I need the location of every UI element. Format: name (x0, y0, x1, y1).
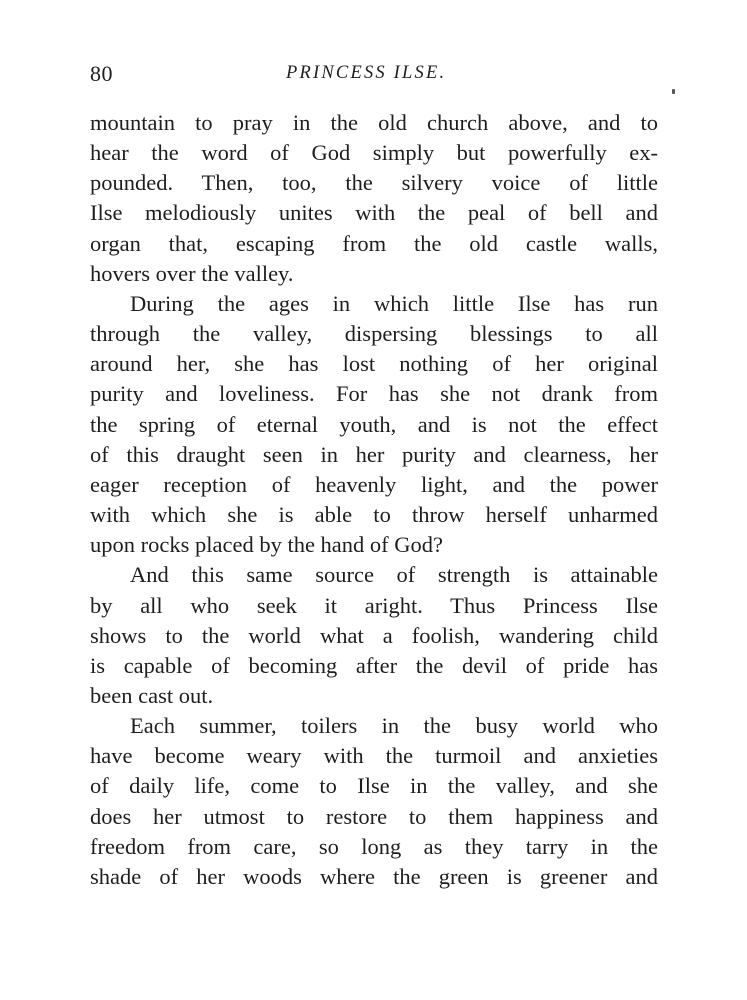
text-line: does her utmost to restore to them happiness and (90, 803, 658, 829)
text-line: Each summer, toilers in the busy world who (130, 713, 658, 739)
text-line: upon rocks placed by the hand of God? (90, 532, 444, 558)
text-line: During the ages in which little Ilse has run (130, 290, 658, 316)
text-line: the spring of eternal youth, and is not the effect (90, 411, 658, 437)
text-line: shows to the world what a foolish, wandering child (90, 622, 658, 648)
text-line: Ilse melodiously unites with the peal of bell and (90, 200, 658, 226)
text-line: is capable of becoming after the devil of pride has (90, 652, 658, 678)
text-line: eager reception of heavenly light, and the power (90, 471, 658, 497)
text-line: pounded. Then, too, the silvery voice of little (90, 170, 658, 196)
page-number: 80 (90, 61, 113, 86)
text-line: been cast out. (90, 682, 214, 708)
text-line: through the valley, dispersing blessings to all (90, 321, 658, 347)
text-line: of this draught seen in her purity and clearness, her (90, 441, 658, 467)
text-line: around her, she has lost nothing of her original (90, 351, 658, 377)
text-line: have become weary with the turmoil and anxieties (90, 743, 658, 769)
text-line: hovers over the valley. (90, 260, 294, 286)
text-line: hear the word of God simply but powerfully ex- (90, 140, 658, 166)
running-title: PRINCESS ILSE. (286, 63, 447, 83)
print-speck (672, 89, 675, 94)
text-line: with which she is able to throw herself unharmed (90, 502, 658, 528)
body-text (90, 108, 658, 892)
text-line: of daily life, come to Ilse in the valley, and she (90, 773, 658, 799)
text-line: freedom from care, so long as they tarry in the (90, 833, 658, 859)
text-line: organ that, escaping from the old castle walls, (90, 230, 658, 256)
text-line: mountain to pray in the old church above, and to (90, 110, 658, 135)
text-line: And this same source of strength is attainable (130, 562, 658, 588)
text-line: by all who seek it aright. Thus Princess Ilse (90, 592, 658, 618)
text-line: purity and loveliness. For has she not drank from (90, 381, 658, 407)
running-header (90, 61, 658, 91)
text-line: shade of her woods where the green is greener and (90, 863, 658, 889)
